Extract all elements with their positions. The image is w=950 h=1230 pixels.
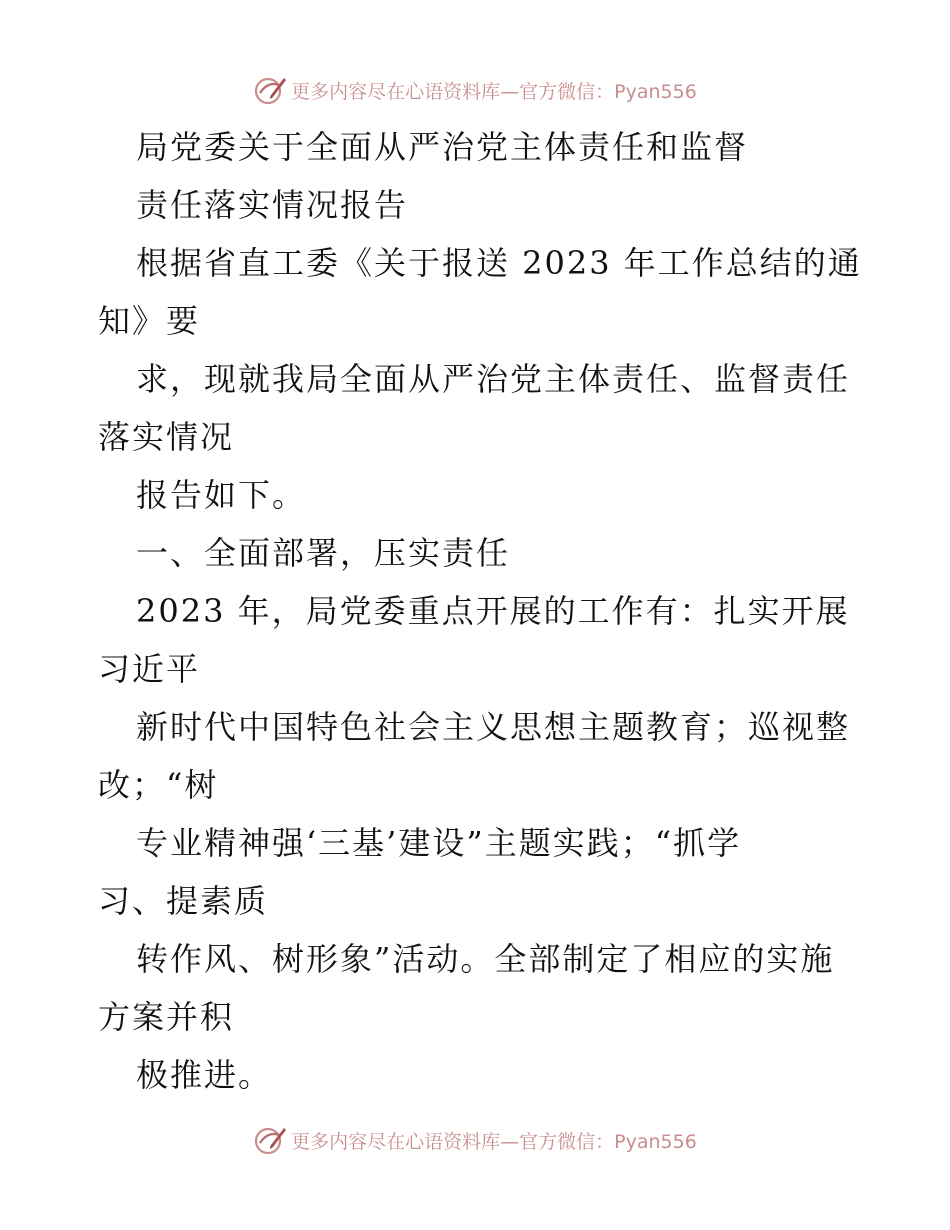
document-body [98, 118, 862, 1104]
text-line: 新时代中国特色社会主义思想主题教育；巡视整 [136, 708, 851, 746]
text-line: 落实情况 [98, 418, 235, 456]
watermark-text: 更多内容尽在心语资料库—官方微信：Pyan556 [291, 1130, 697, 1153]
header-watermark [0, 70, 950, 110]
pen-swirl-logo-icon [253, 1123, 287, 1157]
text-line: 习、提素质 [98, 882, 269, 920]
text-line: 报告如下。 [136, 476, 307, 514]
text-line: 根据省直工委《关于报送 2023 年工作总结的通 [136, 244, 862, 282]
text-line: 知》要 [98, 302, 201, 340]
text-line: 局党委关于全面从严治党主体责任和监督 [136, 128, 749, 166]
text-line: 求，现就我局全面从严治党主体责任、监督责任 [136, 360, 851, 398]
watermark-text: 更多内容尽在心语资料库—官方微信：Pyan556 [291, 80, 697, 103]
pen-swirl-logo-icon [253, 73, 287, 107]
text-line: 责任落实情况报告 [136, 186, 409, 224]
text-line: 习近平 [98, 650, 201, 688]
text-line: 改；“树 [98, 766, 219, 804]
text-line: 方案并积 [98, 998, 235, 1036]
text-line: 2023 年，局党委重点开展的工作有：扎实开展 [136, 592, 850, 630]
text-line: 极推进。 [136, 1056, 273, 1094]
text-line: 一、全面部署，压实责任 [136, 534, 511, 572]
footer-watermark [0, 1120, 950, 1160]
text-line: 转作风、树形象”活动。全部制定了相应的实施 [136, 940, 835, 978]
text-line: 专业精神强‘三基’建设”主题实践；“抓学 [136, 824, 742, 862]
